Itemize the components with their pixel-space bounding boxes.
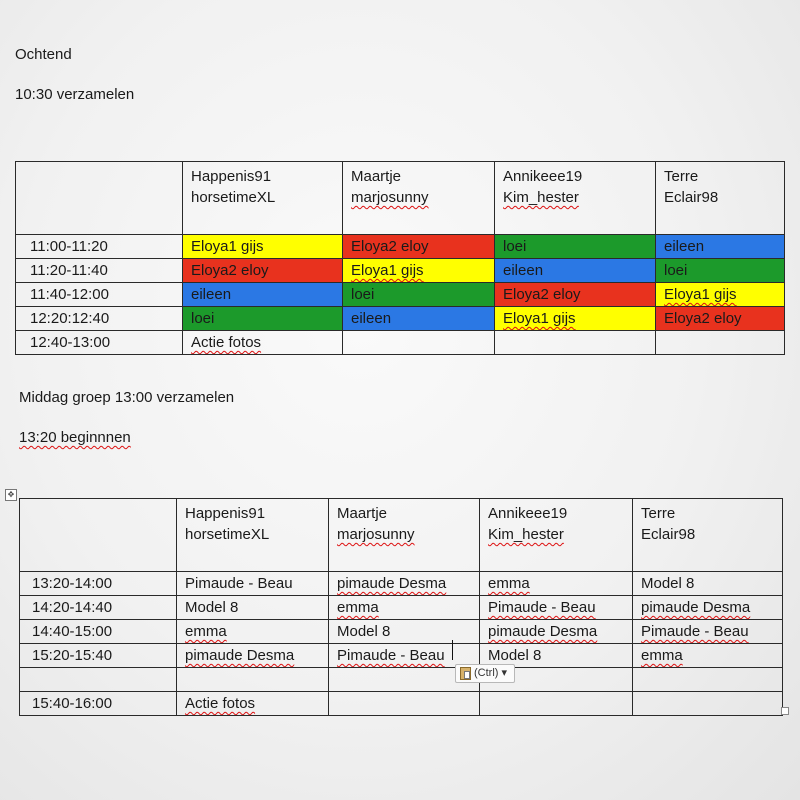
time-cell[interactable]: 14:20-14:40 xyxy=(20,596,177,620)
table-cell[interactable]: emma xyxy=(329,596,480,620)
table-cell[interactable]: emma xyxy=(480,572,633,596)
move-handle-icon[interactable]: ✥ xyxy=(5,489,17,501)
morning-heading[interactable]: Ochtend xyxy=(15,46,72,63)
table-cell[interactable] xyxy=(480,692,633,716)
table-row xyxy=(20,596,783,620)
table-cell[interactable]: eileen xyxy=(656,235,785,259)
table-row xyxy=(16,331,785,355)
table-cell[interactable]: Pimaude - Beau xyxy=(329,644,480,668)
time-cell[interactable]: 15:20-15:40 xyxy=(20,644,177,668)
table-cell[interactable] xyxy=(656,331,785,355)
table-cell[interactable]: Eloya2 eloy xyxy=(343,235,495,259)
table-row xyxy=(20,644,783,668)
table-cell[interactable] xyxy=(329,692,480,716)
table-header-row xyxy=(16,162,785,235)
table-row xyxy=(16,307,785,331)
table-row xyxy=(20,692,783,716)
text-cursor xyxy=(452,640,453,660)
table-cell[interactable]: emma xyxy=(633,644,783,668)
table-cell[interactable]: loei xyxy=(343,283,495,307)
time-cell[interactable]: 12:40-13:00 xyxy=(16,331,183,355)
table-resize-handle[interactable] xyxy=(781,707,789,715)
table-row xyxy=(20,572,783,596)
table-cell[interactable]: Model 8 xyxy=(480,644,633,668)
table-cell[interactable]: Model 8 xyxy=(329,620,480,644)
time-cell[interactable]: 11:40-12:00 xyxy=(16,283,183,307)
afternoon-heading[interactable]: Middag groep 13:00 verzamelen xyxy=(19,389,235,406)
table-cell[interactable]: pimaude Desma xyxy=(480,620,633,644)
table-cell[interactable]: Actie fotos xyxy=(183,331,343,355)
table-cell[interactable]: Pimaude - Beau xyxy=(480,596,633,620)
table-cell[interactable]: eileen xyxy=(183,283,343,307)
time-cell[interactable]: 13:20-14:00 xyxy=(20,572,177,596)
group-header[interactable]: Maartje marjosunny xyxy=(343,162,495,235)
time-cell[interactable] xyxy=(20,668,177,692)
table-cell[interactable] xyxy=(633,692,783,716)
table-cell[interactable]: Eloya1 gijs xyxy=(183,235,343,259)
table-cell[interactable]: loei xyxy=(183,307,343,331)
table-cell[interactable]: loei xyxy=(656,259,785,283)
table-cell[interactable]: Eloya2 eloy xyxy=(656,307,785,331)
table-cell[interactable] xyxy=(495,331,656,355)
table-cell[interactable]: Eloya1 gijs xyxy=(656,283,785,307)
table-cell[interactable] xyxy=(633,668,783,692)
table-cell[interactable]: Eloya2 eloy xyxy=(495,283,656,307)
header-corner-cell[interactable] xyxy=(20,499,177,572)
clipboard-icon xyxy=(460,667,471,680)
time-cell[interactable]: 11:00-11:20 xyxy=(16,235,183,259)
table-cell[interactable]: emma xyxy=(177,620,329,644)
table-cell[interactable] xyxy=(343,331,495,355)
morning-gather-time[interactable]: 10:30 verzamelen xyxy=(15,86,135,103)
group-header[interactable]: Terre Eclair98 xyxy=(633,499,783,572)
group-header[interactable]: Terre Eclair98 xyxy=(656,162,785,235)
afternoon-start-time[interactable]: 13:20 beginnnen xyxy=(19,429,131,446)
table-cell[interactable]: eileen xyxy=(343,307,495,331)
time-cell[interactable]: 14:40-15:00 xyxy=(20,620,177,644)
table-cell[interactable]: Pimaude - Beau xyxy=(177,572,329,596)
table-cell[interactable]: loei xyxy=(495,235,656,259)
table-cell[interactable]: Pimaude - Beau xyxy=(633,620,783,644)
table-row xyxy=(20,668,783,692)
table-row xyxy=(20,620,783,644)
group-header[interactable]: Happenis91 horsetimeXL xyxy=(177,499,329,572)
table-cell[interactable]: Actie fotos xyxy=(177,692,329,716)
table-header-row xyxy=(20,499,783,572)
afternoon-schedule-table[interactable] xyxy=(19,498,783,716)
table-cell[interactable]: pimaude Desma xyxy=(329,572,480,596)
group-header[interactable]: Annikeee19 Kim_hester xyxy=(495,162,656,235)
group-header[interactable]: Annikeee19 Kim_hester xyxy=(480,499,633,572)
table-cell[interactable]: Model 8 xyxy=(177,596,329,620)
paste-options-button[interactable] xyxy=(455,664,515,683)
chevron-down-icon: ▾ xyxy=(501,667,507,679)
table-cell[interactable]: Eloya1 gijs xyxy=(495,307,656,331)
table-cell[interactable]: pimaude Desma xyxy=(633,596,783,620)
time-cell[interactable]: 11:20-11:40 xyxy=(16,259,183,283)
table-row xyxy=(16,283,785,307)
table-cell[interactable]: Eloya2 eloy xyxy=(183,259,343,283)
table-cell[interactable]: Model 8 xyxy=(633,572,783,596)
morning-schedule-table[interactable] xyxy=(15,161,785,355)
time-cell[interactable]: 12:20:12:40 xyxy=(16,307,183,331)
table-cell[interactable]: pimaude Desma xyxy=(177,644,329,668)
table-row xyxy=(16,259,785,283)
table-row xyxy=(16,235,785,259)
table-cell[interactable] xyxy=(177,668,329,692)
group-header[interactable]: Maartje marjosunny xyxy=(329,499,480,572)
paste-options-label: (Ctrl) xyxy=(474,667,499,679)
time-cell[interactable]: 15:40-16:00 xyxy=(20,692,177,716)
group-header[interactable]: Happenis91 horsetimeXL xyxy=(183,162,343,235)
table-cell[interactable]: eileen xyxy=(495,259,656,283)
header-corner-cell[interactable] xyxy=(16,162,183,235)
table-cell[interactable]: Eloya1 gijs xyxy=(343,259,495,283)
